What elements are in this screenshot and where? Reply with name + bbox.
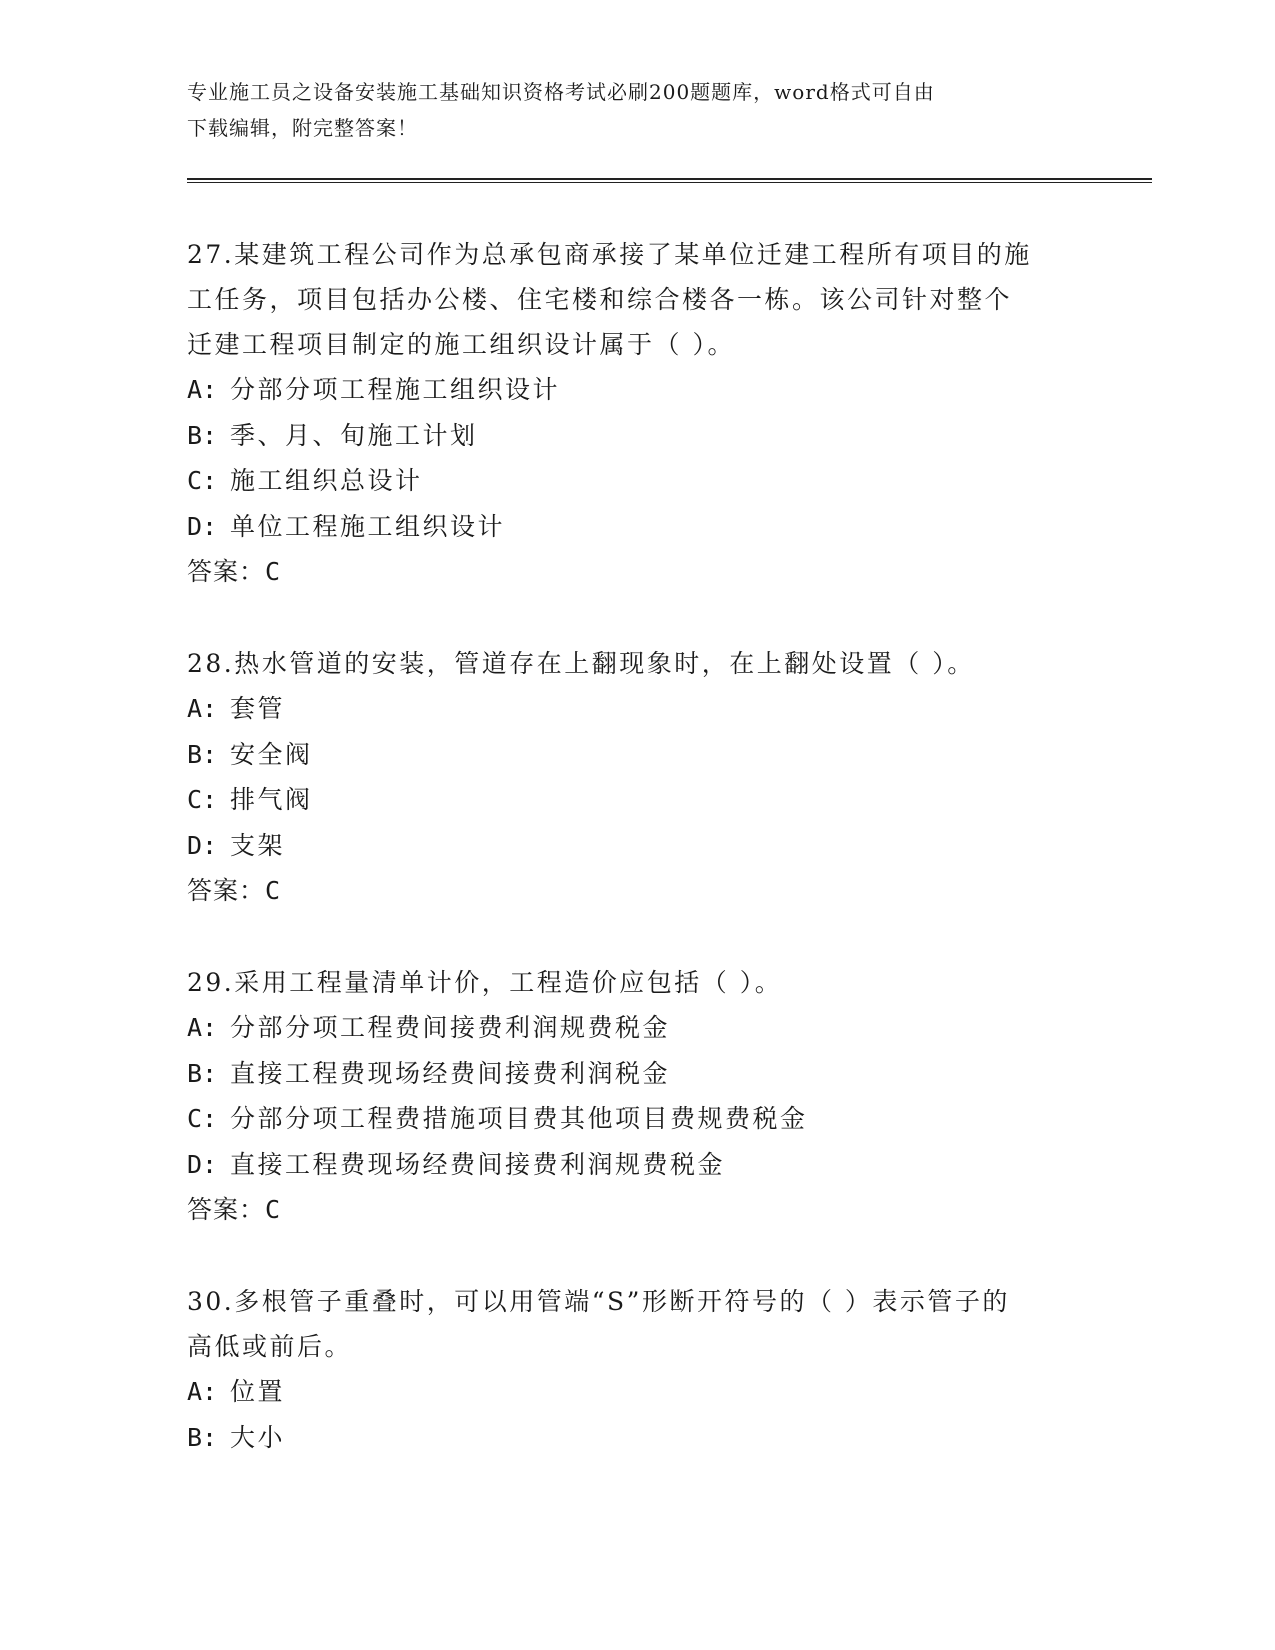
option-b [187, 732, 1087, 778]
option-d [187, 1142, 1087, 1188]
header-line-2: 下载编辑，附完整答案！ [187, 116, 418, 140]
question-stem-line: 29.采用工程量清单计价，工程造价应包括（ ）。 [187, 968, 783, 997]
option-text: 直接工程费现场经费间接费利润税金 [230, 1058, 671, 1088]
question-29 [187, 960, 1087, 1233]
option-b [187, 413, 1087, 459]
answer-line [187, 549, 1087, 595]
option-d [187, 823, 1087, 869]
option-d [187, 504, 1087, 550]
option-letter: A: [187, 694, 218, 723]
question-stem-line: 高低或前后。 [187, 1332, 353, 1361]
option-a [187, 1369, 1087, 1415]
option-text: 排气阀 [230, 785, 313, 814]
option-letter: A: [187, 1013, 218, 1042]
option-text: 大小 [230, 1422, 286, 1452]
option-a [187, 686, 1087, 732]
option-letter: A: [187, 375, 218, 404]
question-28 [187, 641, 1087, 914]
option-text: 单位工程施工组织设计 [230, 511, 506, 541]
question-30 [187, 1279, 1087, 1460]
answer-line [187, 868, 1087, 914]
question-27 [187, 232, 1087, 595]
option-text: 支架 [230, 830, 286, 860]
option-letter: B: [187, 1058, 218, 1088]
question-stem-line: 工任务，项目包括办公楼、住宅楼和综合楼各一栋。该公司针对整个 [187, 285, 1013, 314]
option-letter: C: [187, 466, 218, 495]
option-text: 位置 [230, 1377, 286, 1406]
option-text: 直接工程费现场经费间接费利润规费税金 [230, 1149, 726, 1179]
question-stem [187, 960, 1087, 1005]
answer-label: 答案： [187, 557, 266, 586]
option-a [187, 367, 1087, 413]
document-header [187, 74, 1067, 146]
option-letter: B: [187, 739, 218, 769]
option-a [187, 1005, 1087, 1051]
option-b [187, 1051, 1087, 1097]
option-text: 安全阀 [230, 739, 313, 769]
option-c [187, 777, 1087, 823]
option-letter: D: [187, 1149, 218, 1179]
option-text: 套管 [230, 694, 286, 723]
question-stem-line: 迁建工程项目制定的施工组织设计属于（ ）。 [187, 330, 735, 359]
answer-line [187, 1187, 1087, 1233]
header-line-1: 专业施工员之设备安装施工基础知识资格考试必刷200题题库，word格式可自由 [187, 80, 935, 104]
option-text: 季、月、旬施工计划 [230, 420, 478, 450]
question-stem-line: 27.某建筑工程公司作为总承包商承接了某单位迁建工程所有项目的施 [187, 240, 1032, 269]
answer-value: C [265, 557, 282, 586]
question-stem [187, 232, 1087, 367]
question-stem-line: 28.热水管道的安装，管道存在上翻现象时，在上翻处设置（ ）。 [187, 649, 975, 678]
answer-label: 答案： [187, 876, 266, 905]
option-c [187, 1096, 1087, 1142]
question-list [187, 232, 1087, 1506]
option-letter: B: [187, 1422, 218, 1452]
option-text: 施工组织总设计 [230, 466, 423, 495]
option-text: 分部分项工程施工组织设计 [230, 375, 561, 404]
option-c [187, 458, 1087, 504]
option-letter: C: [187, 1104, 218, 1133]
option-text: 分部分项工程费措施项目费其他项目费规费税金 [230, 1104, 808, 1133]
question-stem [187, 641, 1087, 686]
option-letter: D: [187, 511, 218, 541]
question-stem [187, 1279, 1087, 1369]
answer-label: 答案： [187, 1195, 266, 1224]
option-letter: C: [187, 785, 218, 814]
answer-value: C [265, 876, 282, 905]
option-letter: D: [187, 830, 218, 860]
option-b [187, 1415, 1087, 1461]
header-divider [187, 178, 1152, 183]
question-stem-line: 30.多根管子重叠时，可以用管端“S”形断开符号的（ ）表示管子的 [187, 1287, 1010, 1316]
option-letter: A: [187, 1377, 218, 1406]
option-letter: B: [187, 420, 218, 450]
option-text: 分部分项工程费间接费利润规费税金 [230, 1013, 671, 1042]
answer-value: C [265, 1195, 282, 1224]
